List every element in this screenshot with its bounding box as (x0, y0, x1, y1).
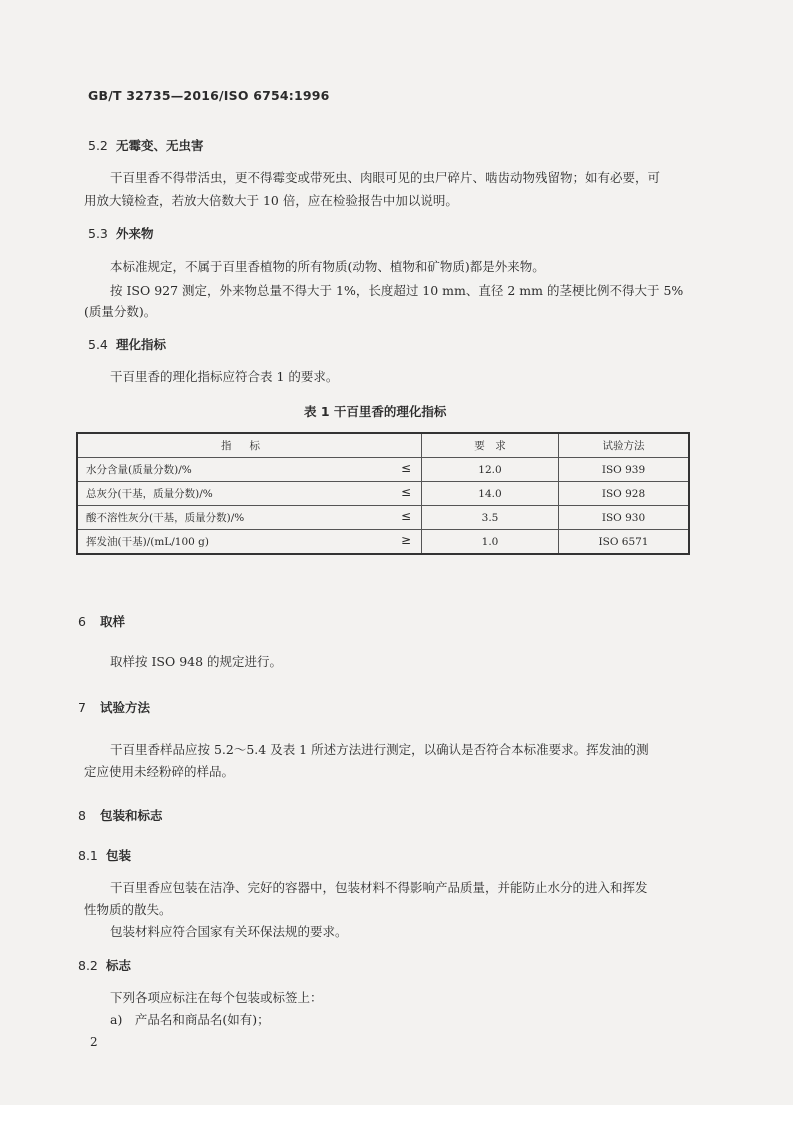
section-number: 5.3 (88, 226, 108, 241)
header-requirement: 要 求 (422, 433, 559, 458)
indicator-cell: 水分含量(质量分数)/% (86, 464, 192, 476)
page-number: 2 (90, 1035, 98, 1049)
table-row (77, 506, 689, 530)
method-cell: ISO 939 (559, 458, 690, 482)
spec-table (76, 432, 690, 555)
section-8-1-para-2: 包装材料应符合国家有关环保法规的要求。 (110, 924, 348, 939)
section-8-1-para-1-line-1: 干百里香应包装在洁净、完好的容器中，包装材料不得影响产品质量，并能防止水分的进入和挥发 (110, 880, 648, 895)
section-5-3-para-2-line-1: 按 ISO 927 测定，外来物总量不得大于 1%，长度超过 10 mm、直径 2 mm 的茎梗比例不得大于 5% (110, 283, 684, 298)
section-7-line-1: 干百里香样品应按 5.2～5.4 及表 1 所述方法进行测定，以确认是否符合本标准要求。挥发油的测 (110, 742, 649, 757)
header-method: 试验方法 (559, 433, 690, 458)
table-row (77, 482, 689, 506)
section-5-3-heading (88, 224, 154, 242)
requirement-cell: 3.5 (422, 506, 559, 530)
section-5-2-heading (88, 136, 204, 154)
requirement-cell: 12.0 (422, 458, 559, 482)
table-caption: 表 1 干百里香的理化指标 (304, 404, 447, 419)
table-header-row (77, 433, 689, 458)
section-title: 包装和标志 (100, 808, 163, 823)
section-8-heading (78, 806, 163, 824)
section-5-4-heading (88, 335, 166, 353)
method-cell: ISO 928 (559, 482, 690, 506)
operator-cell: ≤ (400, 485, 411, 499)
section-title: 取样 (100, 614, 126, 629)
section-number: 6 (78, 614, 86, 629)
section-7-line-2: 定应使用未经粉碎的样品。 (84, 764, 235, 779)
section-8-2-para: 下列各项应标注在每个包装或标签上： (110, 990, 323, 1005)
operator-cell: ≤ (400, 509, 411, 523)
section-5-3-para-1: 本标准规定，不属于百里香植物的所有物质(动物、植物和矿物质)都是外来物。 (110, 259, 545, 274)
section-number: 5.4 (88, 337, 108, 352)
section-title: 包装 (106, 848, 132, 863)
section-number: 5.2 (88, 138, 108, 153)
section-8-1-heading (78, 846, 131, 864)
indicator-cell: 挥发油(干基)/(mL/100 g) (86, 536, 209, 548)
section-title: 标志 (106, 958, 132, 973)
header-indicator: 指标 (77, 433, 422, 458)
section-number: 8.1 (78, 848, 98, 863)
section-number: 8 (78, 808, 86, 823)
table-row (77, 530, 689, 555)
section-5-2-line-1: 干百里香不得带活虫，更不得霉变或带死虫、肉眼可见的虫尸碎片、啮齿动物残留物；如有必要，可 (110, 170, 661, 185)
section-8-2-heading (78, 956, 131, 974)
section-title: 试验方法 (100, 700, 151, 715)
section-5-4-para: 干百里香的理化指标应符合表 1 的要求。 (110, 369, 339, 384)
operator-cell: ≤ (400, 461, 411, 475)
method-cell: ISO 930 (559, 506, 690, 530)
section-title: 理化指标 (116, 337, 167, 352)
indicator-cell: 总灰分(干基，质量分数)/% (86, 488, 213, 500)
section-title: 外来物 (116, 226, 154, 241)
standard-code: GB/T 32735—2016/ISO 6754:1996 (88, 88, 330, 103)
section-5-2-line-2: 用放大镜检查，若放大倍数大于 10 倍，应在检验报告中加以说明。 (84, 193, 458, 208)
bottom-margin (0, 1105, 793, 1122)
method-cell: ISO 6571 (559, 530, 690, 555)
section-5-3-para-2-line-2: (质量分数)。 (84, 304, 157, 319)
section-6-heading (78, 612, 125, 630)
section-number: 7 (78, 700, 86, 715)
list-item-a: a) 产品名和商品名(如有)； (110, 1012, 270, 1027)
table-row (77, 458, 689, 482)
section-number: 8.2 (78, 958, 98, 973)
requirement-cell: 14.0 (422, 482, 559, 506)
section-6-para: 取样按 ISO 948 的规定进行。 (110, 654, 283, 669)
requirement-cell: 1.0 (422, 530, 559, 555)
section-8-1-para-1-line-2: 性物质的散失。 (84, 902, 172, 917)
operator-cell: ≥ (400, 533, 411, 547)
section-7-heading (78, 698, 150, 716)
section-title: 无霉变、无虫害 (116, 138, 204, 153)
indicator-cell: 酸不溶性灰分(干基，质量分数)/% (86, 512, 245, 524)
